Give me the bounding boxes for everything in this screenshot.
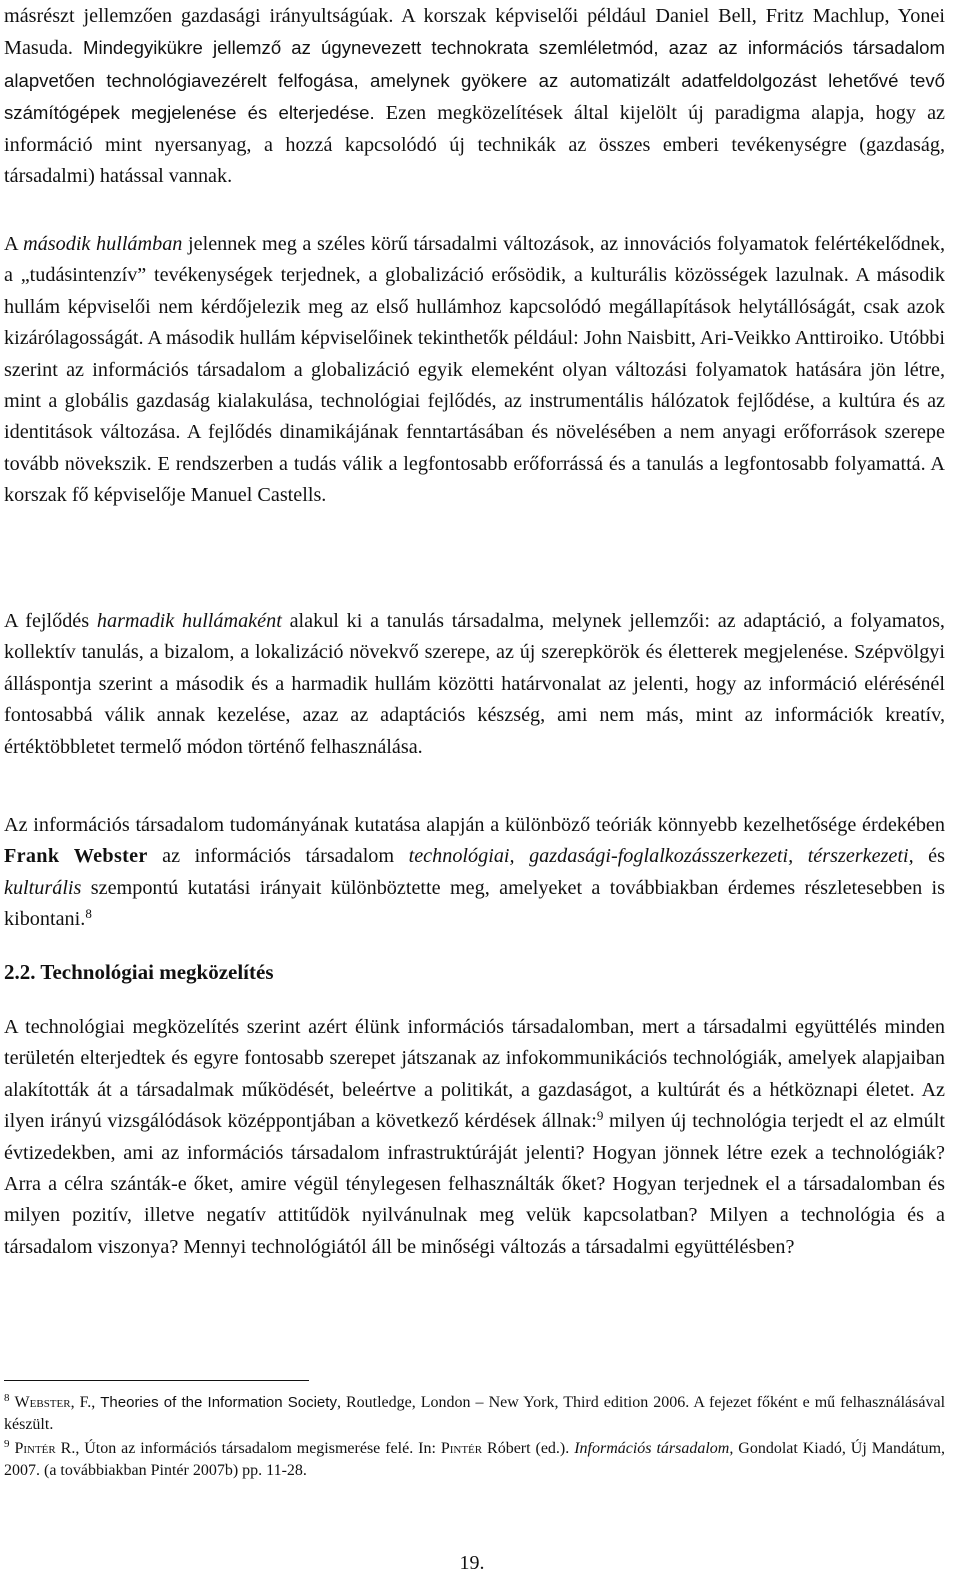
footnote-8: [4, 1392, 945, 1436]
paragraph-webster: [4, 810, 945, 936]
text-run: jelennek meg a széles körű társadalmi változások, az innovációs folyamatok felértékelődnek, a „tudásintenzív” tevékenységek terjednek, a globalizáció erősödik, a kulturális közösségek lazulnak. A második hullám képviselői nem kérdőjelezik meg az első hullámhoz kapcsolódó megállapítások helytállóságát, csak azok kizárólagosságát. A második hullám képviselőinek tekinthetők például: John Naisbitt, Ari-Veikko Anttiroiko. Utóbbi szerint az információs társadalom a globalizáció egyik elemeként olyan változási folyamatok hatására jön létre, mint a globális gazdaság kialakulása, technológiai fejlődés, az instrumentális hálózatok fejlődése, a kultúra és az identitások változása. A fejlődés dinamikájának fenntartásában és növelésében a nem anyagi erőforrások szerepe tovább növekszik. E rendszerben a tudás válik a legfontosabb erőforrássá és a tanulás a legfontosabb folyamattá. A korszak fő képviselője Manuel Castells.: [4, 233, 945, 507]
footnote-author: Webster: [14, 1394, 71, 1411]
footnote-number: 8: [4, 1392, 10, 1404]
footnote-ref-9[interactable]: 9: [596, 1108, 604, 1124]
paragraph-third-wave: [4, 606, 945, 763]
footnote-title: Theories of the Information Society: [100, 1394, 337, 1411]
footnote-9: [4, 1438, 945, 1482]
footnote-title: Információs társadalom,: [574, 1440, 734, 1457]
author-name-webster: Frank Webster: [4, 845, 148, 868]
paragraph-first-wave: [4, 1, 945, 192]
text-run: , F.,: [70, 1394, 101, 1411]
text-run: R., Úton az információs társadalom megismerése felé. In:: [55, 1440, 441, 1457]
text-run: az információs társadalom: [147, 845, 409, 868]
first-wave-paradigm-text: Ezen megközelítések által kijelölt új paradigma alapja, hogy az információ mint nyersanyag, a hozzá kapcsolódó új technikák az összes emberi tevékenységre (gazdaság, társadalmi) hatással vannak.: [4, 102, 946, 188]
first-wave-sans-text: Mindegyikükre jellemző az úgynevezett technokrata szemléletmód, azaz az információs társadalom alapvetően technológiavezérelt felfogása, amelynek gyökere az automatizált adatfeldolgozást lehetővé tevő számítógépek megjelenése és elterjedése.: [4, 37, 945, 124]
footnote-separator: [4, 1380, 309, 1381]
text-run: A technológiai megközelítés szerint azért élünk információs társadalomban, mert a társadalmi együttélés minden területén elterjedtek és egyre fontosabb szerepet játszanak az infokommunikációs technológiák, amelyek alapjaiban alakították át a társadalmak működését, beleértve a politikát, a gazdaságot, a kultúrát és a hétköznapi életet. Az ilyen irányú vizsgálódások középpontjában a következő kérdések állnak:: [4, 1016, 945, 1133]
text-run: A fejlődés: [4, 610, 97, 632]
footnote-number: 9: [4, 1438, 10, 1450]
paragraph-second-wave: [4, 229, 945, 512]
emphasis-second-wave: második hullámban: [23, 233, 183, 255]
first-wave-serif-text: másrészt jellemzően gazdasági irányultságúak. A korszak képviselői például Daniel Bell, Fritz Machlup, Yonei Masuda.: [4, 5, 945, 60]
text-run: Gondolat Kiadó, Új Mandátum, 2007. (a továbbiakban Pintér 2007b) pp. 11-28.: [4, 1440, 946, 1479]
text-run: A: [4, 233, 24, 255]
footnote-author: Pintér: [14, 1440, 56, 1457]
text-run: alakul ki a tanulás társadalma, melynek jellemzői: az adaptáció, a folyamatos, kollektív tanulás, a bizalom, a lokalizáció növekvő szerepe, az új szerepkörök és életterek megjelenése. Szépvölgyi álláspontja szerint a második és a harmadik hullám közötti határvonalat az jelenti, hogy az információ elérésénél fontosabbá válik annak kezelése, azaz az adaptációs készség, ami nem más, mint az információk kreatív, értéktöbbletet termelő módon történő felhasználása.: [4, 610, 945, 758]
text-run: szempontú kutatási irányait különböztette meg, amelyeket a továbbiakban érdemes részletesebben is kibontani.: [4, 876, 945, 931]
emphasis-approaches: technológiai, gazdasági-foglalkozásszerkezeti, térszerkezeti,: [408, 845, 914, 868]
section-heading: 2.2. Technológiai megközelítés: [4, 960, 274, 984]
text-run: , Routledge, London – New York, Third edition 2006. A fejezet főként e mű felhasználásával készült.: [4, 1394, 946, 1433]
emphasis-cultural: kulturális: [4, 876, 82, 899]
footnote-ref-8[interactable]: 8: [85, 906, 92, 922]
text-run: Az információs társadalom tudományának kutatása alapján a különböző teóriák könnyebb kezelhetősége érdekében: [4, 814, 945, 836]
emphasis-third-wave: harmadik hullámaként: [96, 610, 282, 632]
text-run: Róbert (ed.).: [482, 1440, 575, 1457]
footnote-author: Pintér: [440, 1440, 483, 1457]
page-number: 19.: [459, 1552, 485, 1574]
text-run: és: [913, 845, 945, 868]
text-run: milyen új technológia terjedt el az elmúlt évtizedekben, ami az információs társadalom infrastruktúráját jelenti? Hogyan jönnek létre ezek a technológiák? Arra a célra szánták-e őket, amire végül ténylegesen felhasználták őket? Hogyan terjednek el a társadalomban és milyen pozitív, illetve negatív attitűdök nyilvánulnak meg velük kapcsolatban? Milyen a technológia és a társadalom viszonya? Mennyi technológiától áll be minőségi változás a társadalmi együttélésben?: [4, 1110, 945, 1258]
paragraph-technological-approach: [4, 1012, 945, 1263]
